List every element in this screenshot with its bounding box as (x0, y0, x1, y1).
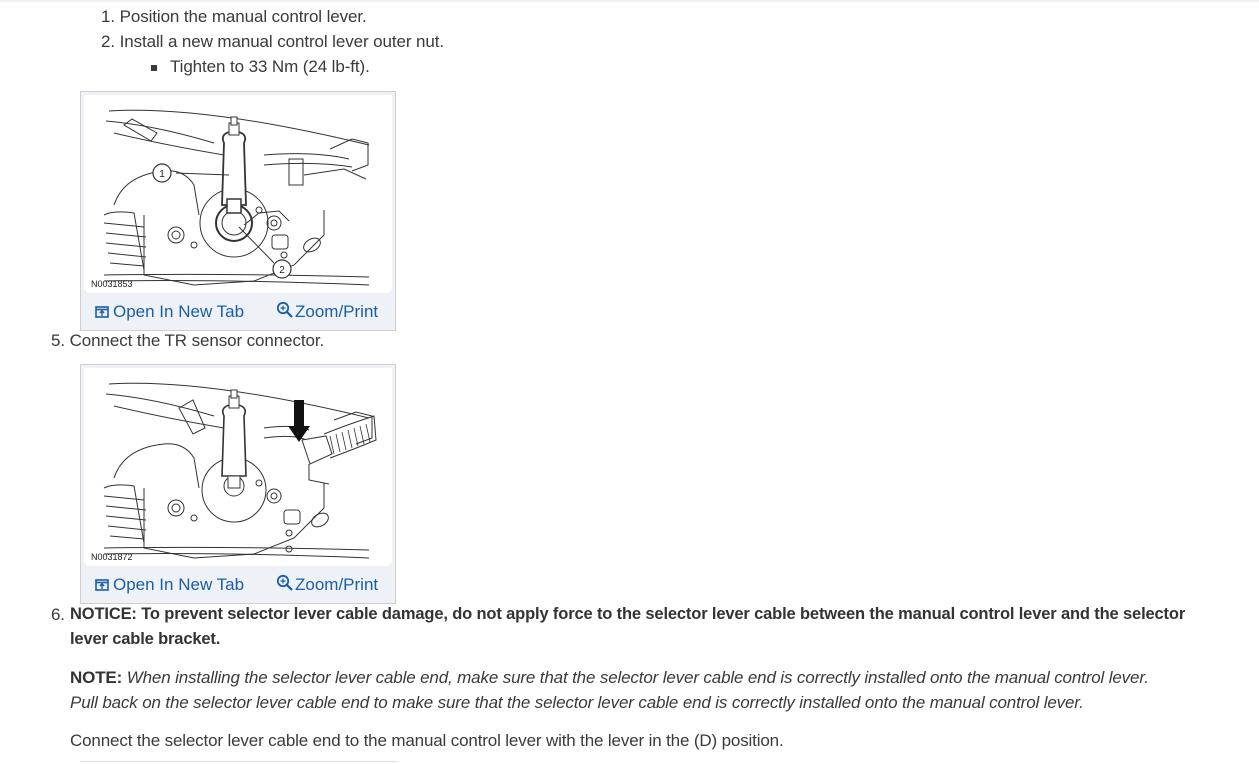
substep-text: Position the manual control lever. (119, 7, 367, 26)
tr-sensor-connector-illustration (84, 368, 392, 566)
figure-link-bar (81, 568, 395, 602)
step-6-instruction: Connect the selector lever cable end to the manual control lever with the lever in the (D) position. (70, 731, 784, 750)
callout-2: 2 (279, 265, 285, 276)
open-in-new-tab-label: Open In New Tab (113, 575, 245, 594)
substep-1 (101, 5, 367, 29)
figure-n0031853 (80, 91, 396, 331)
zoom-in-icon (276, 301, 294, 325)
zoom-print-link[interactable] (276, 574, 378, 598)
zoom-in-icon (276, 574, 294, 598)
step-number: 5. (51, 331, 65, 350)
step-text: Connect the TR sensor connector. (69, 331, 325, 350)
open-in-new-tab-link[interactable] (95, 574, 244, 597)
notice-line-1: NOTICE: To prevent selector lever cable damage, do not apply force to the selector lever cable between the manual control lever and the selector (70, 605, 1186, 623)
top-shadow (0, 0, 1259, 3)
note-line-1 (70, 665, 1149, 690)
note-line-2: Pull back on the selector lever cable end to make sure that the selector lever cable end is correctly installed onto the manual control lever. (70, 693, 1084, 712)
notice-line-2: lever cable bracket. (70, 630, 221, 648)
note-label: NOTE: (70, 668, 123, 687)
substep-number: 1. (101, 7, 115, 26)
step-6-number: 6. (51, 605, 65, 624)
zoom-print-link[interactable] (276, 301, 378, 325)
manual-control-lever-illustration (84, 95, 392, 293)
zoom-print-label: Zoom/Print (295, 302, 379, 321)
figure-link-bar (81, 295, 395, 329)
figure-code: N0031853 (91, 279, 133, 289)
substep-2 (101, 30, 444, 54)
figure-image[interactable] (84, 95, 392, 293)
figure-image[interactable] (84, 368, 392, 566)
zoom-print-label: Zoom/Print (295, 575, 379, 594)
substep-number: 2. (101, 32, 115, 51)
step-5 (51, 329, 324, 353)
torque-spec: Tighten to 33 Nm (24 lb-ft). (170, 57, 370, 76)
open-new-tab-icon (95, 302, 109, 324)
bullet-icon (151, 65, 157, 71)
figure-code: N0031872 (91, 552, 133, 562)
open-in-new-tab-link[interactable] (95, 301, 244, 324)
open-in-new-tab-label: Open In New Tab (113, 302, 245, 321)
callout-1: 1 (159, 169, 165, 180)
indicator-arrow-icon (288, 400, 310, 442)
substep-text: Install a new manual control lever outer nut. (119, 32, 444, 51)
note-text-1: When installing the selector lever cable end, make sure that the selector lever cable end is correctly installed onto the manual control lever. (126, 668, 1149, 687)
open-new-tab-icon (95, 575, 109, 597)
figure-n0031872 (80, 364, 396, 604)
